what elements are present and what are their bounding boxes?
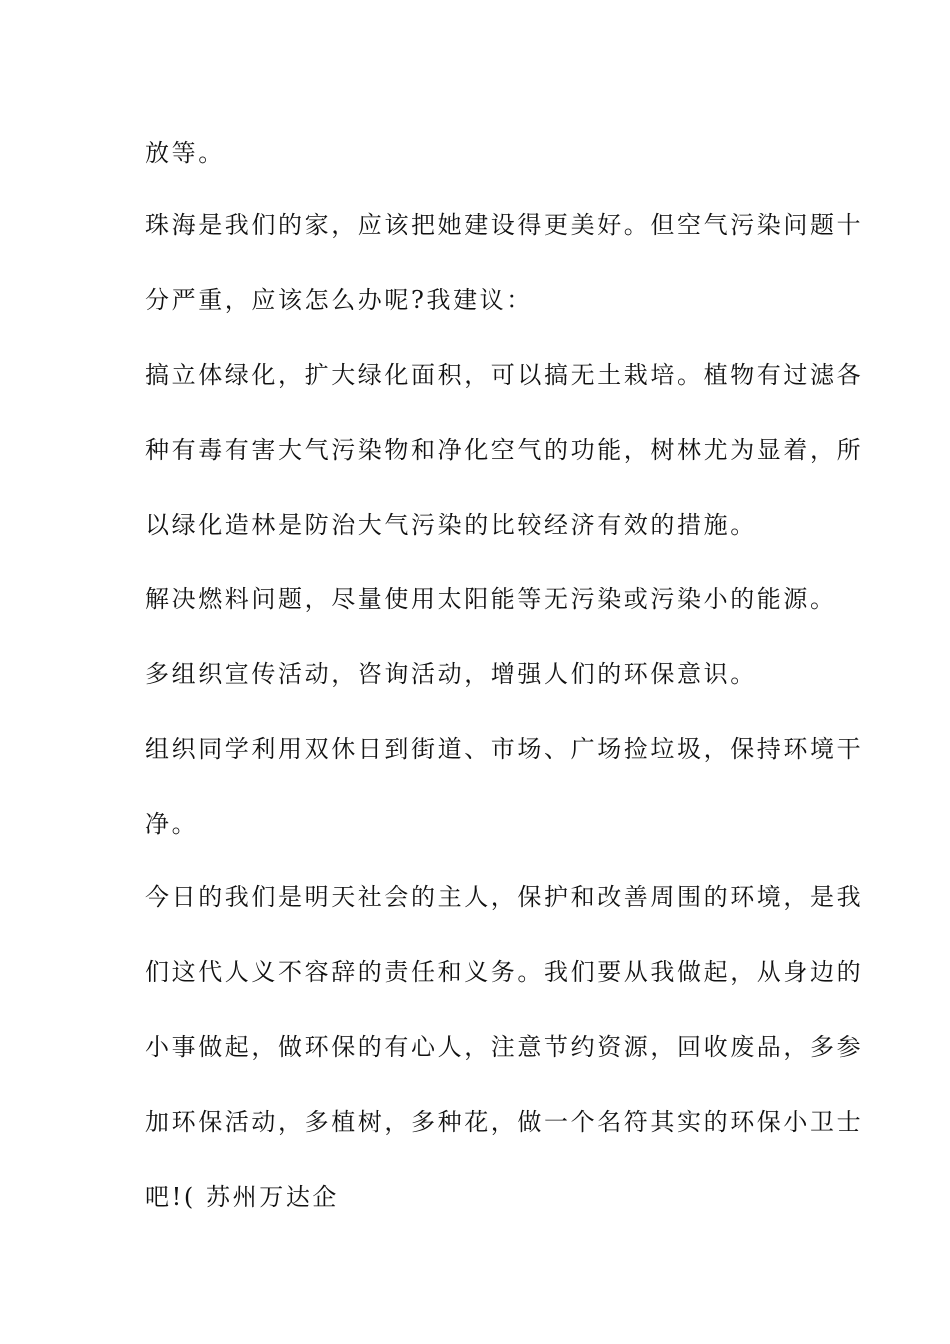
text-line: 以绿化造林是防治大气污染的比较经济有效的措施。	[145, 511, 757, 539]
text-line: 种有毒有害大气污染物和净化空气的功能，树林尤为显着，所	[145, 436, 864, 464]
text-line: 今日的我们是明天社会的主人，保护和改善周围的环境，是我	[145, 883, 864, 911]
text-line: 净。	[145, 810, 199, 838]
text-line: 们这代人义不容辞的责任和义务。我们要从我做起，从身边的	[145, 958, 864, 986]
text-line: 分严重，应该怎么办呢?我建议：	[145, 286, 533, 314]
text-line: 多组织宣传活动，咨询活动，增强人们的环保意识。	[145, 660, 757, 688]
text-line: 放等。	[145, 139, 225, 167]
text-line: 珠海是我们的家，应该把她建设得更美好。但空气污染问题十	[145, 211, 864, 239]
text-line: 搞立体绿化，扩大绿化面积，可以搞无土栽培。植物有过滤各	[145, 361, 864, 389]
text-line: 组织同学利用双休日到街道、市场、广场捡垃圾，保持环境干	[145, 735, 864, 763]
text-line: 小事做起，做环保的有心人，注意节约资源，回收废品，多参	[145, 1033, 864, 1061]
text-line: 加环保活动，多植树，多种花，做一个名符其实的环保小卫士	[145, 1108, 864, 1136]
text-line: 吧!( 苏州万达企	[145, 1183, 340, 1211]
text-line: 解决燃料问题，尽量使用太阳能等无污染或污染小的能源。	[145, 585, 837, 613]
